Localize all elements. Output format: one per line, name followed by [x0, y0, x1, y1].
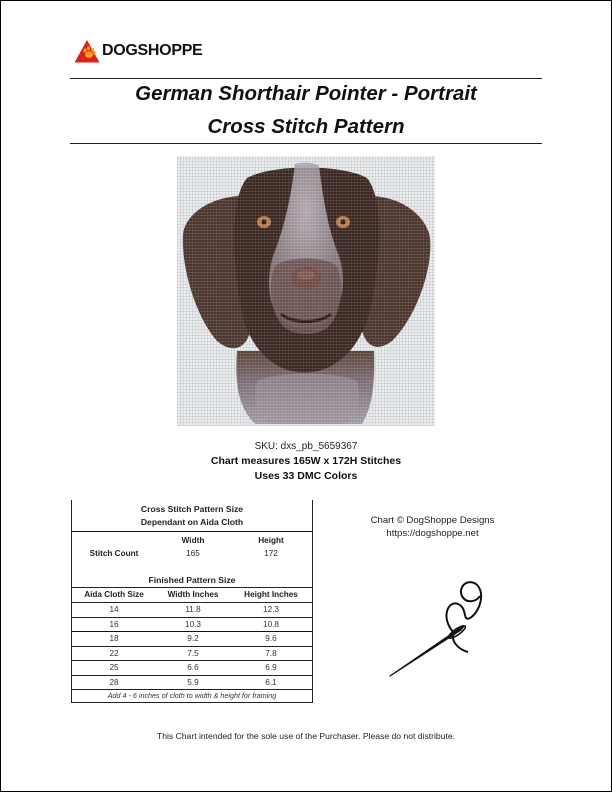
- table-row: 18 9.2 9.6: [72, 632, 312, 647]
- dog-portrait-icon: [177, 156, 435, 426]
- paw-triangle-icon: [74, 39, 100, 63]
- col-width: Width: [181, 536, 205, 545]
- table-row: 14 11.8 12.3: [72, 603, 312, 618]
- stitch-count-header-row: [72, 534, 312, 547]
- table-row: 28 5.9 6.1: [72, 676, 312, 691]
- pattern-size-table: [71, 500, 313, 703]
- size-table-title: Cross Stitch Pattern Size: [140, 504, 244, 514]
- copyright-credit: Chart © DogShoppe Designs: [370, 515, 495, 526]
- page-title-line2: Cross Stitch Pattern: [207, 115, 405, 138]
- header-rule-bottom: [70, 143, 542, 144]
- colors-used: Uses 33 DMC Colors: [254, 470, 358, 482]
- col-height: Height: [258, 536, 284, 545]
- finished-size-title: Finished Pattern Size: [148, 575, 236, 585]
- stitch-count-height: 172: [264, 549, 278, 558]
- finished-size-header-row: Aida Cloth Size Width Inches Height Inches: [72, 587, 312, 603]
- footer-notice: This Chart intended for the sole use of the Purchaser. Please do not distribute.: [156, 731, 456, 741]
- sku-text: SKU: dxs_pb_5659367: [254, 441, 358, 452]
- chart-measures: Chart measures 165W x 172H Stitches: [210, 455, 402, 467]
- stitch-count-label: Stitch Count: [89, 549, 139, 558]
- website-link[interactable]: https://dogshoppe.net: [386, 528, 479, 539]
- framing-note: Add 4 - 6 inches of cloth to width & height for framing: [72, 690, 312, 703]
- table-row: 25 6.6 6.9: [72, 661, 312, 676]
- table-row: 22 7.5 7.8: [72, 647, 312, 662]
- brand-name: DOGSHOPPE: [102, 42, 203, 59]
- pattern-preview-image: [177, 156, 435, 426]
- size-table-header: [72, 500, 312, 532]
- size-table-subtitle: Dependant on Aida Cloth: [140, 517, 244, 527]
- brand-logo: [74, 38, 202, 64]
- header-rule-top: [70, 78, 542, 79]
- needle-thread-icon: [388, 578, 488, 683]
- page-title-line1: German Shorthair Pointer - Portrait: [135, 82, 477, 105]
- stitch-count-width: 165: [186, 549, 200, 558]
- stitch-count-row: [72, 547, 312, 561]
- table-row: 16 10.3 10.8: [72, 618, 312, 633]
